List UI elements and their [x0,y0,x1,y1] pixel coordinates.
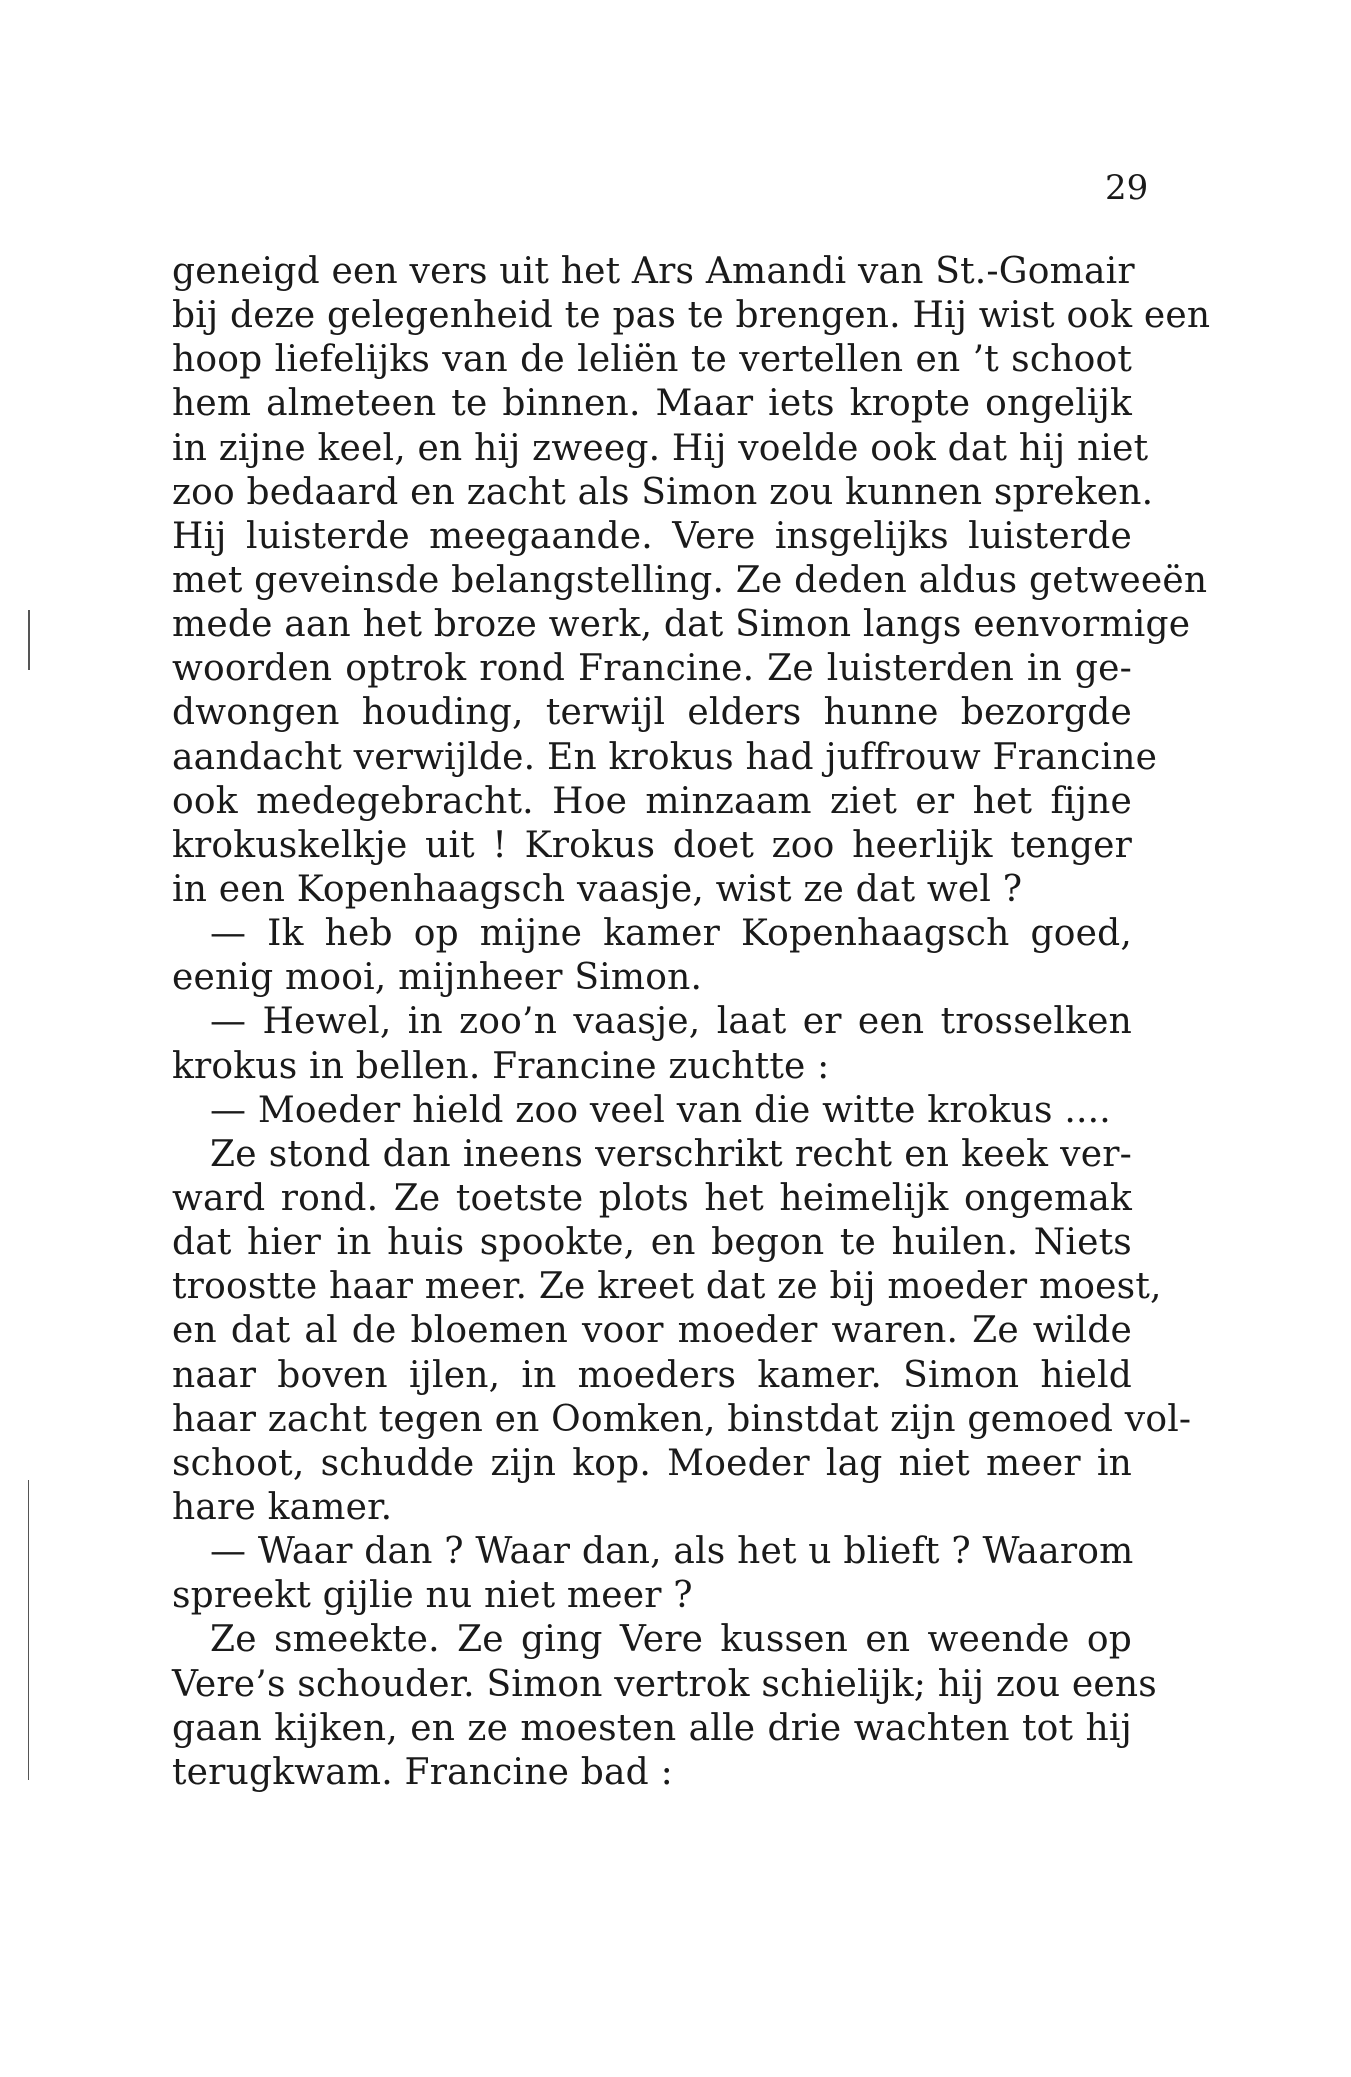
page-number: 29 [1105,168,1149,208]
text-line: ward rond. Ze toetste plots het heimelijk ongemak [172,1177,1132,1219]
body-text [172,250,1211,1795]
text-line: spreekt gijlie nu niet meer ? [172,1575,693,1617]
text-line: — Hewel, in zoo’n vaasje, laat er een trosselken [210,1001,1132,1043]
text-line: — Moeder hield zoo veel van die witte krokus .... [210,1089,1111,1131]
text-line: ook medegebracht. Hoe minzaam ziet er het fijne [172,780,1132,822]
text-line: dwongen houding, terwijl elders hunne bezorgde [172,692,1132,734]
text-line: schoot, schudde zijn kop. Moeder lag niet meer in [172,1442,1132,1484]
text-line: bij deze gelegenheid te pas te brengen. Hij wist ook een [172,295,1211,337]
text-line: — Ik heb op mijne kamer Kopenhaagsch goed, [210,913,1132,955]
text-line: — Waar dan ? Waar dan, als het u blieft ? Waarom [210,1531,1134,1573]
text-line: Vere’s schouder. Simon vertrok schielijk; hij zou eens [172,1663,1157,1705]
text-line: in zijne keel, en hij zweeg. Hij voelde ook dat hij niet [172,427,1149,469]
text-line: terugkwam. Francine bad : [172,1751,673,1793]
text-line: en dat al de bloemen voor moeder waren. Ze wilde [172,1310,1132,1352]
text-line: Hij luisterde meegaande. Vere insgelijks luisterde [172,515,1132,557]
text-line: troostte haar meer. Ze kreet dat ze bij moeder moest, [172,1266,1162,1308]
text-line: dat hier in huis spookte, en begon te huilen. Niets [172,1222,1132,1264]
text-line: aandacht verwijlde. En krokus had juffrouw Francine [172,736,1158,778]
text-line: zoo bedaard en zacht als Simon zou kunnen spreken. [172,471,1154,513]
text-line: krokuskelkje uit ! Krokus doet zoo heerlijk tenger [172,824,1132,866]
text-line: Ze smeekte. Ze ging Vere kussen en weende op [210,1619,1132,1661]
text-line: woorden optrok rond Francine. Ze luisterden in ge- [172,648,1132,690]
text-line: mede aan het broze werk, dat Simon langs eenvormige [172,604,1191,646]
text-line: eenig mooi, mijnheer Simon. [172,957,703,999]
text-line: gaan kijken, en ze moesten alle drie wachten tot hij [172,1707,1132,1749]
text-line: naar boven ijlen, in moeders kamer. Simon hield [172,1354,1132,1396]
text-line: hoop liefelijks van de leliën te vertellen en ’t schoot [172,339,1132,381]
text-line: haar zacht tegen en Oomken, binstdat zijn gemoed vol- [172,1398,1192,1440]
text-line: met geveinsde belangstelling. Ze deden aldus getweeën [172,559,1208,601]
scan-margin-mark [28,1480,29,1780]
text-line: in een Kopenhaagsch vaasje, wist ze dat wel ? [172,868,1023,910]
text-line: krokus in bellen. Francine zuchtte : [172,1045,830,1087]
text-line: Ze stond dan ineens verschrikt recht en keek ver- [210,1133,1132,1175]
scan-margin-mark [28,610,30,670]
text-line: hem almeteen te binnen. Maar iets kropte ongelijk [172,383,1132,425]
text-line: hare kamer. [172,1486,393,1528]
text-line: geneigd een vers uit het Ars Amandi van St.-Gomair [172,251,1135,292]
